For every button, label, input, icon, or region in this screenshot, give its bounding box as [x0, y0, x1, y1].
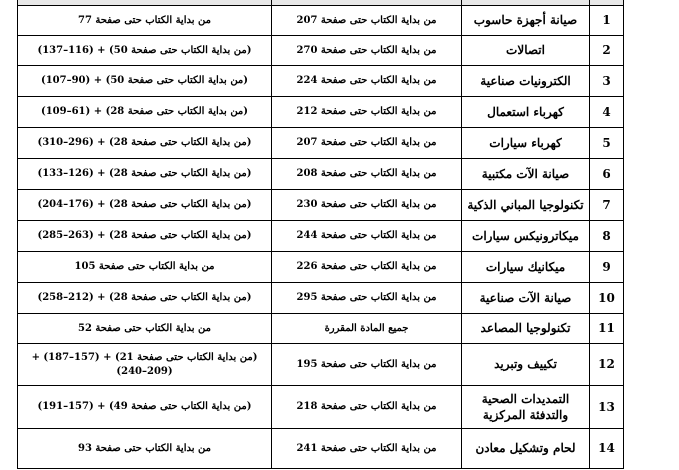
specialization-name: ميكانيك سيارات: [462, 252, 590, 283]
previous-pages: (من بداية الكتاب حتى صفحة 28) + (126–133): [18, 159, 272, 190]
row-number: 13: [590, 386, 624, 429]
row-number: 14: [590, 429, 624, 469]
row-number: 11: [590, 314, 624, 344]
current-pages: من بداية الكتاب حتى صفحة 195: [272, 344, 462, 386]
current-pages: من بداية الكتاب حتى صفحة 270: [272, 36, 462, 66]
current-pages: من بداية الكتاب حتى صفحة 218: [272, 386, 462, 429]
current-pages: من بداية الكتاب حتى صفحة 241: [272, 429, 462, 469]
table-row: [18, 128, 624, 159]
table-row: [18, 283, 624, 314]
previous-pages: من بداية الكتاب حتى صفحة 77: [18, 6, 272, 36]
current-pages: من بداية الكتاب حتى صفحة 244: [272, 221, 462, 252]
table-row: [18, 221, 624, 252]
row-number: 4: [590, 97, 624, 128]
specialization-name: كهرباء استعمال: [462, 97, 590, 128]
table-row: [18, 190, 624, 221]
specialization-name: الكترونيات صناعية: [462, 66, 590, 97]
previous-pages: (من بداية الكتاب حتى صفحة 49) + (157–191): [18, 386, 272, 429]
previous-pages: من بداية الكتاب حتى صفحة 105: [18, 252, 272, 283]
specialization-name: صيانة أجهزة حاسوب: [462, 6, 590, 36]
syllabus-table: [17, 0, 624, 469]
current-pages: من بداية الكتاب حتى صفحة 230: [272, 190, 462, 221]
current-pages: من بداية الكتاب حتى صفحة 207: [272, 6, 462, 36]
specialization-name: تكنولوجيا المباني الذكية: [462, 190, 590, 221]
previous-pages: (من بداية الكتاب حتى صفحة 50) + (116–137): [18, 36, 272, 66]
current-pages: من بداية الكتاب حتى صفحة 226: [272, 252, 462, 283]
current-pages: من بداية الكتاب حتى صفحة 295: [272, 283, 462, 314]
specialization-name: تكييف وتبريد: [462, 344, 590, 386]
row-number: 6: [590, 159, 624, 190]
table-row: [18, 36, 624, 66]
previous-pages: (من بداية الكتاب حتى صفحة 28) + (296–310): [18, 128, 272, 159]
previous-pages: (من بداية الكتاب حتى صفحة 28) + (212–258): [18, 283, 272, 314]
table-row: [18, 252, 624, 283]
table-row: [18, 6, 624, 36]
table-body: [18, 0, 624, 469]
row-number: 3: [590, 66, 624, 97]
previous-pages: (من بداية الكتاب حتى صفحة 50) + (90–107): [18, 66, 272, 97]
table-row: [18, 159, 624, 190]
row-number: 2: [590, 36, 624, 66]
previous-pages: من بداية الكتاب حتى صفحة 93: [18, 429, 272, 469]
table-row: [18, 314, 624, 344]
table-row: [18, 386, 624, 429]
row-number: 8: [590, 221, 624, 252]
current-pages: من بداية الكتاب حتى صفحة 212: [272, 97, 462, 128]
current-pages: جميع المادة المقررة: [272, 314, 462, 344]
table-row: [18, 66, 624, 97]
specialization-name: صيانة الآت صناعية: [462, 283, 590, 314]
row-number: 1: [590, 6, 624, 36]
specialization-name: ميكاترونيكس سيارات: [462, 221, 590, 252]
table-row: [18, 429, 624, 469]
specialization-name: التمديدات الصحية والتدفئة المركزية: [462, 386, 590, 429]
specialization-name: كهرباء سيارات: [462, 128, 590, 159]
row-number: 10: [590, 283, 624, 314]
specialization-name: تكنولوجيا المصاعد: [462, 314, 590, 344]
specialization-name: اتصالات: [462, 36, 590, 66]
row-number: 5: [590, 128, 624, 159]
row-number: 12: [590, 344, 624, 386]
previous-pages: (من بداية الكتاب حتى صفحة 28) + (61–109): [18, 97, 272, 128]
previous-pages: من بداية الكتاب حتى صفحة 52: [18, 314, 272, 344]
specialization-name: لحام وتشكيل معادن: [462, 429, 590, 469]
previous-pages: (من بداية الكتاب حتى صفحة 28) + (176–204): [18, 190, 272, 221]
current-pages: من بداية الكتاب حتى صفحة 208: [272, 159, 462, 190]
row-number: 9: [590, 252, 624, 283]
table-row: [18, 344, 624, 386]
current-pages: من بداية الكتاب حتى صفحة 207: [272, 128, 462, 159]
previous-pages: (من بداية الكتاب حتى صفحة 28) + (263–285): [18, 221, 272, 252]
row-number: 7: [590, 190, 624, 221]
current-pages: من بداية الكتاب حتى صفحة 224: [272, 66, 462, 97]
specialization-name: صيانة الآت مكتبية: [462, 159, 590, 190]
table-row: [18, 97, 624, 128]
previous-pages: (من بداية الكتاب حتى صفحة 21) + (157–187) + (209–240): [18, 344, 272, 386]
